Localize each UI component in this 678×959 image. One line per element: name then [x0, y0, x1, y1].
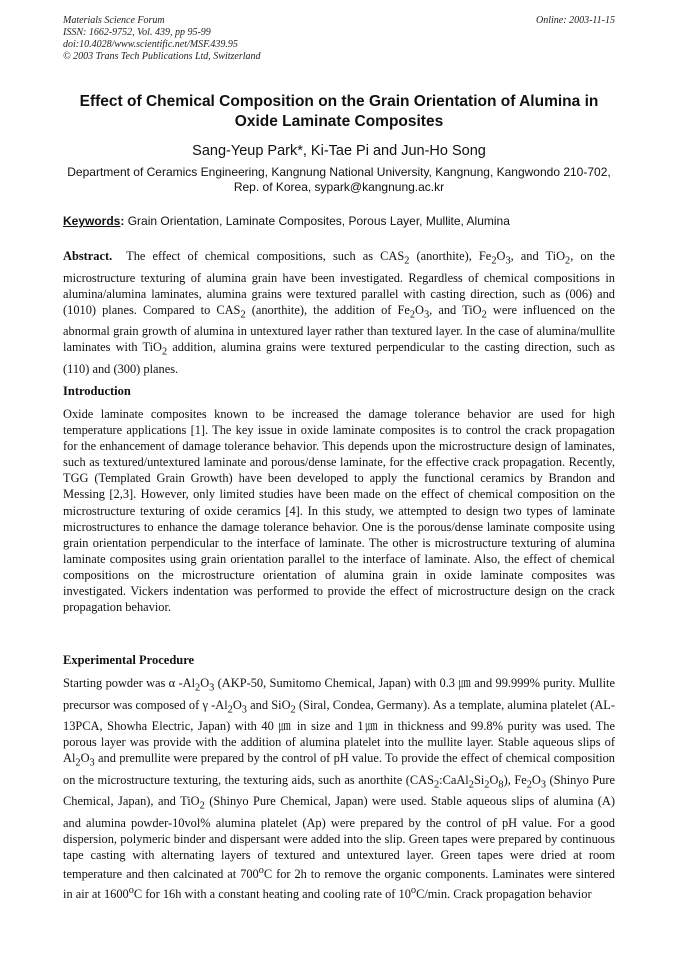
keywords-text: Grain Orientation, Laminate Composites, Porous Layer, Mullite, Alumina — [127, 214, 510, 228]
experimental-text: Starting powder was α $-Al_2O_3$ (AKP-50, Sumitomo Chemical, Japan) with 0.3 ㎛ and 99.999% purity. Mullite precursor was composed of γ $-Al_2O_3$ and SiO$_2$ (Siral, Condea, Germany). As a template, alumina platelet (AL-13PCA, Showha Electric, Japan) with 40 ㎛ in size and 1㎛ in thickness and 99.8% purity was used. The porous layer was provide with the addition of alumina platelet into the mullite layer. Stable aqueous slips of $Al_2O_3$ and premullite were prepared by the control of pH value. To provide the effect of chemical composition on the microstructure texturing, the texturing aids, such as anorthite $(CAS_2:CaAl_2Si_2O_8)$, $Fe_2O_3$ (Shinyo Pure Chemical, Japan), and TiO$_2$ (Shinyo Pure Chemical, Japan) were used. Stable aqueous slips of alumina (A) and alumina powder-10vol% alumina platelet (Ap) were prepared by the control of pH value. For a good dispersion, polymeric binder and dispersant were added into the slip. Green tapes were prepared by continuous tape casting with alternating layers of textured and untextured layer. Green tapes were dried at room temperature and then calcinated at 700$^o$C for 2h to remove the organic components. Laminates were sintered in air at 1600$^o$C for 16h with a constant heating and cooling rate of 10$^o$C/min. Crack propagation behavior — [63, 676, 615, 901]
copyright-line: © 2003 Trans Tech Publications Ltd, Switzerland — [63, 51, 261, 62]
abstract-label: Abstract. — [63, 249, 113, 263]
journal-header — [63, 15, 615, 63]
author-affiliation: Department of Ceramics Engineering, Kangnung National University, Kangnung, Kangwondo 210-702, Rep. of Korea, sypark@kangnung.ac.kr — [67, 165, 611, 194]
doi-line: doi:10.4028/www.scientific.net/MSF.439.95 — [63, 39, 238, 50]
introduction-text: Oxide laminate composites known to be increased the damage tolerance behavior are used for high temperature applications [1]. The key issue in oxide laminate composites is to control the crack propagation for the enhancement of damage tolerance behavior. This depends upon the microstructure design of laminates, such as textured/untextured laminate and porous/dense laminate, for the effective crack propagation. Recently, TGG (Templated Grain Growth) have been developed to apply the functional ceramics by Brandon and Messing [2,3]. However, only limited studies have been made on the effect of chemical composition on the microstructure texturing of oxide ceramics [4]. In this study, we attempted to design two types of laminate microstructures to enhance the damage tolerance behavior. One is the porous/dense laminate composite using grain orientation perpendicular to the interface of laminate. The other is microstructure texturing of alumina laminate composites using grain orientation parallel to the interface of laminate. Also, the effect of chemical compositions on the microstructure orientation of alumina grain in oxide laminate composites was investigated. Vickers indentation was performed to provide the effect of microstructure design on the crack propagation behavior. — [63, 407, 615, 615]
keywords-line: Keywords: Grain Orientation, Laminate Composites, Porous Layer, Mullite, Alumina — [63, 214, 510, 228]
experimental-heading: Experimental Procedure — [63, 653, 195, 667]
abstract-text: The effect of chemical compositions, such as $CAS_2$ (anorthite), $Fe_2O_3$, and TiO$_2$, on the microstructure texturing of alumina grain have been investigated. Regardless of chemical compositions in alumina/alumina laminates, alumina grains were textured parallel with casting direction, such as (006) and (1010) planes. Compared to $CAS_2$ (anorthite), the addition of $Fe_2O_3$, and TiO$_2$ were influenced on the abnormal grain growth of alumina in untextured layer rather than textured layer. In the case of alumina/mullite laminates with TiO$_2$ addition, alumina grains were textured perpendicular to the casting direction, such as (110) and (300) planes. — [63, 249, 616, 376]
introduction-heading: Introduction — [63, 384, 131, 398]
issn-line: ISSN: 1662-9752, Vol. 439, pp 95-99 — [63, 27, 211, 38]
journal-name: Materials Science Forum — [63, 15, 165, 26]
paper-title: Effect of Chemical Composition on the Grain Orientation of Alumina in Oxide Laminate Composites — [79, 93, 599, 130]
online-date: Online: 2003-11-15 — [536, 15, 615, 26]
keywords-label: Keywords — [63, 214, 121, 228]
paper-authors: Sang-Yeup Park*, Ki-Tae Pi and Jun-Ho Song — [192, 143, 486, 159]
abstract — [63, 248, 615, 377]
